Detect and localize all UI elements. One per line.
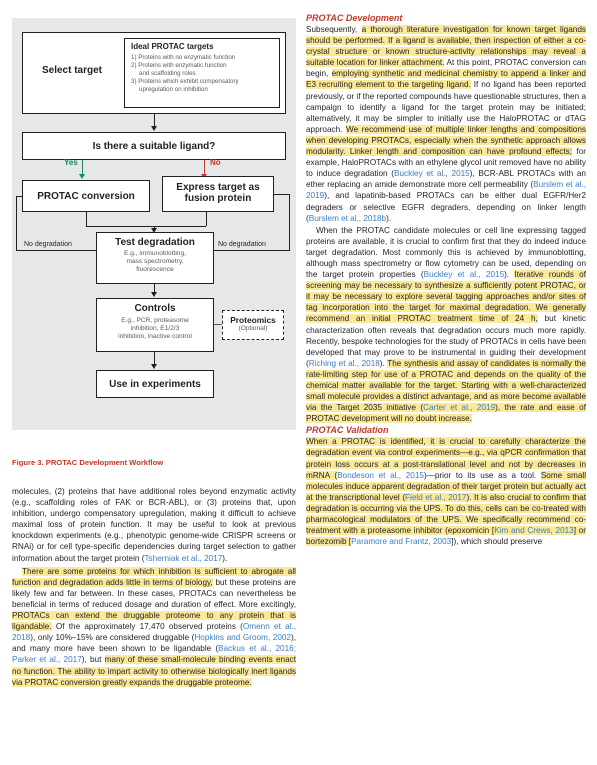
text-run: ), BCR-ABL PROTACs with an ether replacing an amide demonstrate more cell permeability ( [306, 169, 586, 190]
citation-link[interactable]: Buckley et al., 2015 [394, 169, 470, 179]
text-run: ), only 10%–15% are considered druggable ( [30, 633, 195, 643]
controls-box [96, 298, 214, 352]
highlight-run: We recommend use of multiple linker lengths and compositions when developing PROTACs, especially when the synthetic approach allows modularity. Linker length and composition can have profound effects; [306, 124, 586, 157]
highlight-run: ), the rate and ease of PROTAC development will no doubt increase. [306, 403, 586, 424]
citation-link[interactable]: Riching et al., 2018 [308, 358, 380, 368]
right-paragraph-2 [306, 225, 586, 425]
proteomics-label: Proteomics [230, 315, 276, 325]
connector-line [206, 212, 207, 226]
citation-link[interactable]: Bondeson et al., 2015 [337, 470, 424, 480]
highlight-run: The synthesis and assay of candidates is normally the rate-limiting step for use of a PROTAC and depends on the quality of the chemical matter available for the target. Starting with a well-characterized small molecule provides a distinct advantage, and as more become available via the Target 2035 initiative ( [306, 358, 586, 413]
test-degradation-sub2: mass spectrometry, [126, 258, 184, 265]
proteomics-box [222, 310, 284, 340]
controls-label: Controls [134, 303, 176, 314]
text-run: ]), which should preserve [451, 537, 543, 547]
citation-link[interactable]: Carter et al., 2019 [423, 403, 496, 413]
yes-label: Yes [64, 158, 78, 167]
connector-line [214, 250, 290, 251]
citation-link[interactable]: Burslem et al., 2019 [306, 180, 587, 201]
controls-sub2: inhibition, E1/2/3 [130, 325, 180, 332]
connector-line [289, 194, 290, 251]
highlight-run: PROTACs can extend the druggable proteome to any protein that is ligandable. [12, 611, 296, 632]
test-degradation-sub3: fluorescence [136, 266, 174, 273]
select-target-label: Select target [41, 65, 103, 76]
citation-link[interactable]: Field et al., 2017 [405, 492, 467, 502]
citation-link[interactable]: Paramore and Frantz, 2003 [351, 537, 452, 547]
highlight-run: a thorough literature investigation for known target ligands should be performed. If a ligand is available, then inspection of either a co-crystal structure or known structure-activity relationships may reveal a suitable location for linker attachment. [306, 25, 586, 68]
protac-conversion-box [22, 180, 150, 212]
citation-link[interactable]: Omenn et al., 2018 [12, 622, 296, 643]
citation-link[interactable]: Hopkins and Groom, 2002 [194, 633, 291, 643]
right-paragraph-1 [306, 24, 586, 224]
yes-arrow-head [79, 174, 85, 179]
connector-line [16, 250, 96, 251]
right-column [306, 12, 586, 547]
ideal-targets-title: Ideal PROTAC targets [131, 42, 214, 51]
test-degradation-sub1: E.g., immunoblotting, [124, 250, 186, 257]
ideal-item-3b: upregulation on inhibition [139, 86, 208, 93]
ideal-targets-box [124, 38, 280, 108]
highlight-run: many of these small-molecule binding events enact no function. The ability to impart activity to otherwise biologically inert ligands via PROTAC conversion greatly expands the druggable proteome. [12, 655, 297, 687]
use-in-experiments-box [96, 370, 214, 398]
controls-sub1: E.g., PCR, proteasome [121, 317, 189, 324]
connector-line [274, 194, 290, 195]
citation-link[interactable]: Kim and Crews, 2013 [494, 526, 574, 536]
use-in-experiments-label: Use in experiments [109, 379, 201, 390]
arrow-head [151, 126, 157, 131]
left-paragraph-2 [12, 566, 296, 688]
express-target-line1: Express target as [176, 182, 260, 193]
right-paragraph-3 [306, 436, 586, 547]
arrow-head [151, 364, 157, 369]
figure-caption: Figure 3. PROTAC Development Workflow [12, 458, 164, 467]
text-run: ). [386, 213, 392, 223]
ideal-item-3: 3) Proteins which exhibit compensatory [131, 78, 239, 85]
text-run: but these proteins are likely few and far between. In these cases, PROTACs can nevertheless be beneficial in terms of reduced dosage and duration of effect. More excitingly, [12, 577, 296, 609]
highlight-run: employing synthetic and medicinal chemistry to append a linker and E3 recruiting element to the targeting ligand. [306, 69, 586, 90]
connector-line [86, 226, 206, 227]
highlight-run: There are some proteins for which inhibition is sufficient to abrogate all function and degradation adds little in terms of biology, [12, 566, 296, 587]
text-run: Of the approximately 17,470 observed proteins ( [51, 622, 243, 632]
controls-sub3: inhibition, inactive control [118, 333, 192, 340]
citation-link[interactable]: Buckley et al., 2015 [423, 270, 505, 280]
express-target-box [162, 176, 274, 212]
highlight-run: ] or bortezomib [ [306, 526, 586, 547]
test-degradation-label: Test degradation [115, 237, 195, 248]
no-label: No [210, 158, 221, 167]
connector-line [16, 196, 17, 251]
proteomics-sub: (Optional) [238, 325, 268, 332]
section-heading-development: PROTAC Development [306, 13, 403, 23]
express-target-line2: fusion protein [184, 193, 252, 204]
no-degradation-left: No degradation [24, 241, 72, 248]
text-run: ), and many more have been shown to be ligandable ( [12, 633, 297, 654]
protac-conversion-label: PROTAC conversion [37, 191, 135, 202]
text-run: At this point, PROTAC conversion can begin, [306, 58, 586, 79]
text-run: Subsequently, [306, 25, 362, 34]
text-run: molecules, (2) proteins that have additional roles beyond enzymatic activity (e.g., scaffolding roles of FAK or BCR-ABL), or (3) proteins that, upon inhibition, undergo compensatory upregulation, making it difficult to achieve maximal loss of protein function. It may be useful to look at previous knockdown experiments (e.g., phenotypic genome-wide CRISPR screens or RNAi) or for cell type-specific dependencies during target selection to gather information about the target protein ( [12, 487, 296, 563]
workflow-figure [12, 18, 296, 430]
test-degradation-box [96, 232, 214, 284]
no-degradation-right: No degradation [218, 241, 266, 248]
connector-line [214, 324, 222, 325]
highlight-run: ). It is also crucial to confirm that degradation is occurring via the UPS. To do this, cells can be co-treated with pharmacological modulators of the UPS. We specifically recommend co-treatment with a proteasome inhibitor (epoxomicin [ [306, 492, 586, 536]
question-box [22, 132, 286, 160]
text-run: )—prior to its use as a tool. [423, 470, 541, 480]
ideal-item-2: 2) Proteins with enzymatic function [131, 62, 227, 69]
text-run: If no ligand has been reported previously, or if the reported compounds have questionable structures, then a campaign to identify a ligand for the target protein may be initiated; alternatively, it may be simpler to initially use the HaloPROTAC or dTAG approach. [306, 80, 586, 134]
text-run: ), and lapatinib-based PROTACs can be either dual EGFR/Her2 degraders or selective EGFR degraders, depending on linker length ( [306, 191, 586, 223]
highlight-run: Some small molecules induce apparent degradation of their target protein but actually act at the transcriptional level ( [306, 470, 587, 502]
text-run: ). [504, 270, 515, 280]
text-run: When the PROTAC candidate molecules or cell line expressing tagged proteins are available, it is crucial to confirm first that they do indeed induce target degradation. Most commonly this is achieved by immunoblotting, although mass spectrometry or flow cytometry can be used, depending on the target protein properties ( [306, 225, 586, 280]
left-column [12, 486, 296, 688]
citation-link[interactable]: Burslem et al., 2018b [308, 213, 387, 223]
ideal-item-2b: and scaffolding roles [139, 70, 196, 77]
text-run: ). [379, 358, 388, 368]
left-paragraph-1 [12, 486, 296, 564]
text-run: but kinetic characterization often reveals that degradation occurs much more rapidly. Recently, bespoke technologies for the study of PROTACs in cells have been developed that may prove to be instrumental in guiding their development ( [306, 314, 587, 368]
citation-link[interactable]: Tsherniak et al., 2017 [144, 553, 223, 563]
text-run: for example, HaloPROTACs with an ethylene glycol unit removed have no ability to induce degradation ( [306, 147, 586, 179]
connector-line [86, 212, 87, 226]
arrow-head [151, 292, 157, 297]
text-run: ). [222, 553, 228, 563]
question-label: Is there a suitable ligand? [92, 141, 216, 152]
highlight-run: Iterative rounds of screening may be necessary to synthesize a sufficiently potent PROTAC, or it may be necessary to explore several tagging approaches and/or sites of tag incorporation into the target for maximal degradation. We generally recommend an initial PROTAC treatment time of 24 h, [306, 270, 586, 324]
section-heading-validation: PROTAC Validation [306, 425, 389, 436]
connector-line [16, 196, 22, 197]
citation-link[interactable]: Backus et al., 2016; Parker et al., 2017 [12, 644, 296, 665]
highlight-run: When a PROTAC is identified, it is crucial to carefully characterize the degradation event via control experiments—e.g., via qPCR confirmation that protein loss occurs at a post-translational level and not by decreases in mRNA ( [306, 437, 586, 480]
ideal-item-1: 1) Proteins with no enzymatic function [131, 54, 236, 61]
text-run: ), but [81, 655, 105, 665]
